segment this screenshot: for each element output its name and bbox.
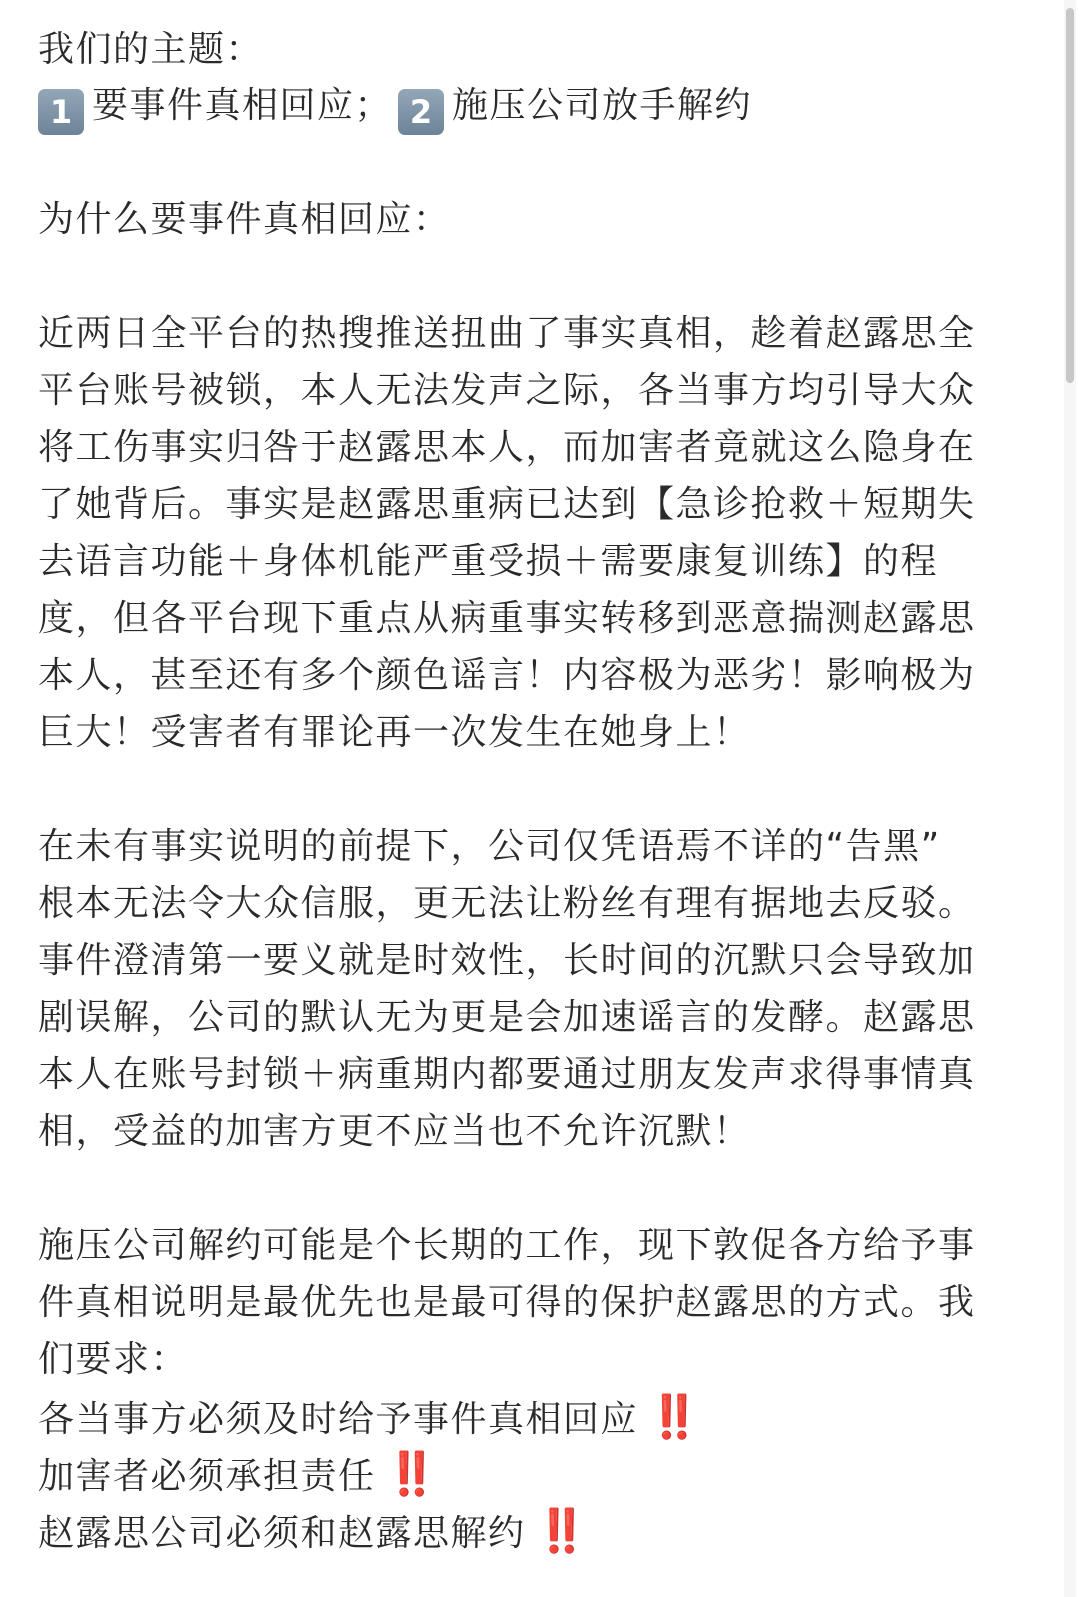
paragraph-line: 施压公司解约可能是个长期的工作，现下敦促各方给予事 (38, 1225, 976, 1266)
scrollbar-thumb[interactable] (1066, 8, 1074, 383)
double-exclamation-icon: ‼️ (385, 1449, 435, 1498)
keycap-1-icon: 1 (38, 89, 84, 135)
demand-item (38, 1446, 1023, 1502)
double-exclamation-icon: ‼️ (535, 1506, 585, 1555)
demand-text: 加害者必须承担责任 (38, 1456, 376, 1497)
paragraph-line: 了她背后。事实是赵露思重病已达到【急诊抢救＋短期失 (38, 484, 976, 525)
paragraph-line: 相，受益的加害方更不应当也不允许沉默！ (38, 1111, 751, 1152)
paragraph-line: 根本无法令大众信服，更无法让粉丝有理有据地去反驳。 (38, 883, 976, 924)
paragraph-line: 剧误解，公司的默认无为更是会加速谣言的发酵。赵露思 (38, 997, 976, 1038)
paragraph-line: 度，但各平台现下重点从病重事实转移到恶意揣测赵露思 (38, 598, 976, 639)
paragraph-line: 巨大！受害者有罪论再一次发生在她身上！ (38, 712, 751, 753)
keycap-2-icon: 2 (398, 89, 444, 135)
demand-item (38, 1389, 1023, 1445)
paragraph-line: 件真相说明是最优先也是最可得的保护赵露思的方式。我 (38, 1282, 976, 1323)
double-exclamation-icon: ‼️ (648, 1392, 698, 1441)
paragraph-line: 近两日全平台的热搜推送扭曲了事实真相，趁着赵露思全 (38, 313, 976, 354)
paragraph-line: 们要求： (38, 1339, 189, 1380)
paragraph-line: 事件澄清第一要义就是时效性，长时间的沉默只会导致加 (38, 940, 976, 981)
paragraph-line: 平台账号被锁，本人无法发声之际，各当事方均引导大众 (38, 370, 976, 411)
title-line: 我们的主题： (38, 29, 264, 70)
paragraph-line: 将工伤事实归咎于赵露思本人，而加害者竟就这么隐身在 (38, 427, 976, 468)
demand-text: 赵露思公司必须和赵露思解约 (38, 1513, 526, 1554)
paragraph-line: 本人，甚至还有多个颜色谣言！内容极为恶劣！影响极为 (38, 655, 976, 696)
topic-2-text: 施压公司放手解约 (452, 85, 753, 126)
demand-item (38, 1503, 1023, 1559)
section-heading: 为什么要事件真相回应： (38, 199, 451, 240)
topic-1-text: 要事件真相回应； (92, 85, 393, 126)
paragraph-line: 本人在账号封锁＋病重期内都要通过朋友发声求得事情真 (38, 1054, 976, 1095)
paragraph-line: 在未有事实说明的前提下，公司仅凭语焉不详的“告黑” (38, 826, 941, 867)
topics-line (38, 78, 1023, 134)
paragraph-line: 去语言功能＋身体机能严重受损＋需要康复训练】的程 (38, 541, 939, 582)
demand-text: 各当事方必须及时给予事件真相回应 (38, 1399, 639, 1440)
scrollbar[interactable] (1064, 0, 1076, 1597)
